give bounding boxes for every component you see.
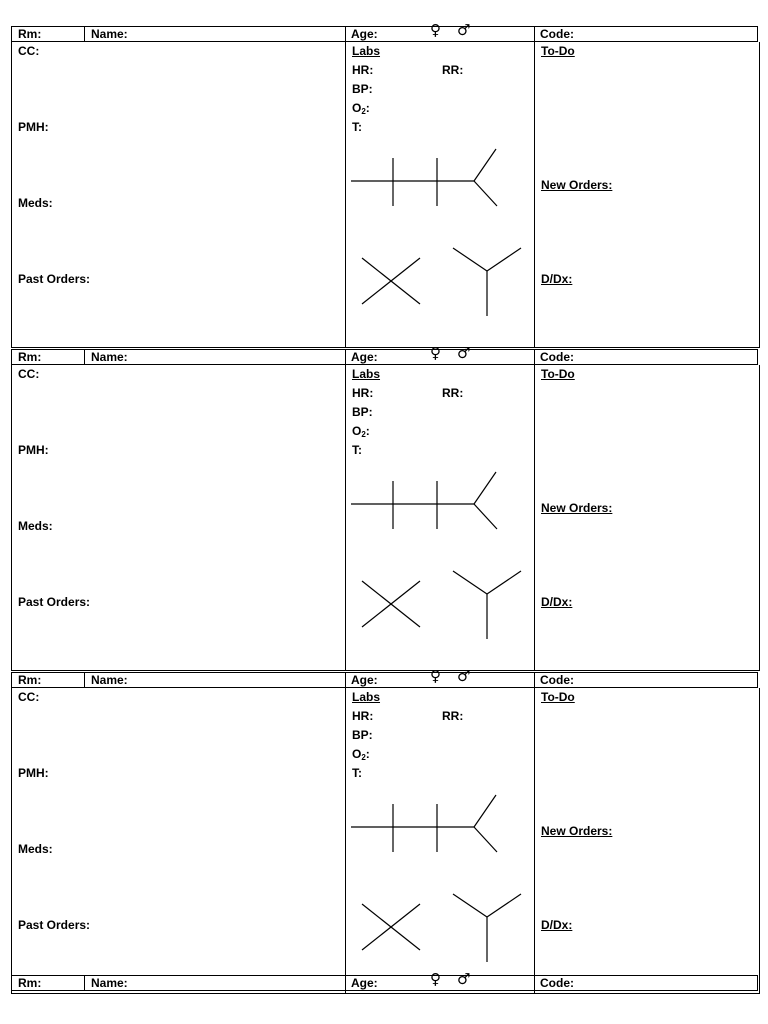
- cross-lab-diagram-icon: [361, 257, 423, 307]
- oxygen-label: O2:: [352, 424, 370, 439]
- chief-complaint-label: CC:: [18, 44, 40, 58]
- patient-body: [11, 42, 760, 348]
- new-orders-heading: New Orders:: [541, 501, 613, 515]
- patient-header-row: [11, 970, 758, 991]
- age-label: Age:: [351, 673, 378, 687]
- name-label: Name:: [91, 27, 128, 41]
- name-label: Name:: [91, 673, 128, 687]
- oxygen-label: O2:: [352, 747, 370, 762]
- male-symbol-icon: ♂: [457, 344, 471, 362]
- cross-lab-diagram-icon: [361, 903, 423, 953]
- past-orders-label: Past Orders:: [18, 272, 91, 286]
- column-divider: [534, 42, 535, 347]
- resp-rate-label: RR:: [442, 709, 464, 723]
- fishbone-lab-diagram-icon: [351, 794, 501, 854]
- column-divider: [534, 688, 535, 993]
- column-divider: [534, 976, 535, 990]
- code-label: Code:: [540, 350, 574, 364]
- blood-pressure-label: BP:: [352, 728, 373, 742]
- female-symbol-icon: ♀: [430, 667, 441, 685]
- column-divider: [345, 688, 346, 993]
- age-label: Age:: [351, 350, 378, 364]
- room-label: Rm:: [18, 976, 42, 990]
- column-divider: [534, 673, 535, 687]
- male-symbol-icon: ♂: [457, 667, 471, 685]
- column-divider: [534, 365, 535, 670]
- pmh-label: PMH:: [18, 766, 49, 780]
- female-symbol-icon: ♀: [430, 21, 441, 39]
- labs-heading: Labs: [352, 690, 381, 704]
- chief-complaint-label: CC:: [18, 367, 40, 381]
- female-symbol-icon: ♀: [430, 970, 441, 988]
- heart-rate-label: HR:: [352, 386, 374, 400]
- column-divider: [345, 42, 346, 347]
- room-label: Rm:: [18, 350, 42, 364]
- meds-label: Meds:: [18, 842, 53, 856]
- code-label: Code:: [540, 976, 574, 990]
- resp-rate-label: RR:: [442, 63, 464, 77]
- column-divider: [534, 27, 535, 41]
- todo-heading: To-Do: [541, 44, 575, 58]
- resp-rate-label: RR:: [442, 386, 464, 400]
- temperature-label: T:: [352, 766, 362, 780]
- name-label: Name:: [91, 976, 128, 990]
- column-divider: [84, 27, 85, 41]
- female-symbol-icon: ♀: [430, 344, 441, 362]
- fishbone-lab-diagram-icon: [351, 148, 501, 208]
- column-divider: [345, 365, 346, 670]
- y-lab-diagram-icon: [451, 246, 523, 318]
- fishbone-lab-diagram-icon: [351, 471, 501, 531]
- patient-header-row: [11, 344, 758, 365]
- labs-heading: Labs: [352, 44, 381, 58]
- meds-label: Meds:: [18, 519, 53, 533]
- oxygen-label: O2:: [352, 101, 370, 116]
- todo-heading: To-Do: [541, 690, 575, 704]
- room-label: Rm:: [18, 27, 42, 41]
- name-label: Name:: [91, 350, 128, 364]
- differential-dx-heading: D/Dx:: [541, 595, 573, 609]
- male-symbol-icon: ♂: [457, 970, 471, 988]
- column-divider: [345, 673, 346, 687]
- patient-header-row: [11, 21, 758, 42]
- patient-body: [11, 688, 760, 994]
- column-divider: [534, 350, 535, 364]
- column-divider: [345, 27, 346, 41]
- column-divider: [84, 976, 85, 990]
- todo-heading: To-Do: [541, 367, 575, 381]
- labs-heading: Labs: [352, 367, 381, 381]
- blood-pressure-label: BP:: [352, 82, 373, 96]
- code-label: Code:: [540, 673, 574, 687]
- meds-label: Meds:: [18, 196, 53, 210]
- differential-dx-heading: D/Dx:: [541, 918, 573, 932]
- new-orders-heading: New Orders:: [541, 178, 613, 192]
- column-divider: [84, 673, 85, 687]
- pmh-label: PMH:: [18, 120, 49, 134]
- heart-rate-label: HR:: [352, 63, 374, 77]
- chief-complaint-label: CC:: [18, 690, 40, 704]
- cross-lab-diagram-icon: [361, 580, 423, 630]
- male-symbol-icon: ♂: [457, 21, 471, 39]
- patient-header-row: [11, 667, 758, 688]
- temperature-label: T:: [352, 443, 362, 457]
- code-label: Code:: [540, 27, 574, 41]
- y-lab-diagram-icon: [451, 569, 523, 641]
- heart-rate-label: HR:: [352, 709, 374, 723]
- column-divider: [345, 350, 346, 364]
- patient-body: [11, 365, 760, 671]
- room-label: Rm:: [18, 673, 42, 687]
- differential-dx-heading: D/Dx:: [541, 272, 573, 286]
- new-orders-heading: New Orders:: [541, 824, 613, 838]
- age-label: Age:: [351, 976, 378, 990]
- y-lab-diagram-icon: [451, 892, 523, 964]
- pmh-label: PMH:: [18, 443, 49, 457]
- blood-pressure-label: BP:: [352, 405, 373, 419]
- past-orders-label: Past Orders:: [18, 595, 91, 609]
- column-divider: [345, 976, 346, 990]
- age-label: Age:: [351, 27, 378, 41]
- temperature-label: T:: [352, 120, 362, 134]
- past-orders-label: Past Orders:: [18, 918, 91, 932]
- column-divider: [84, 350, 85, 364]
